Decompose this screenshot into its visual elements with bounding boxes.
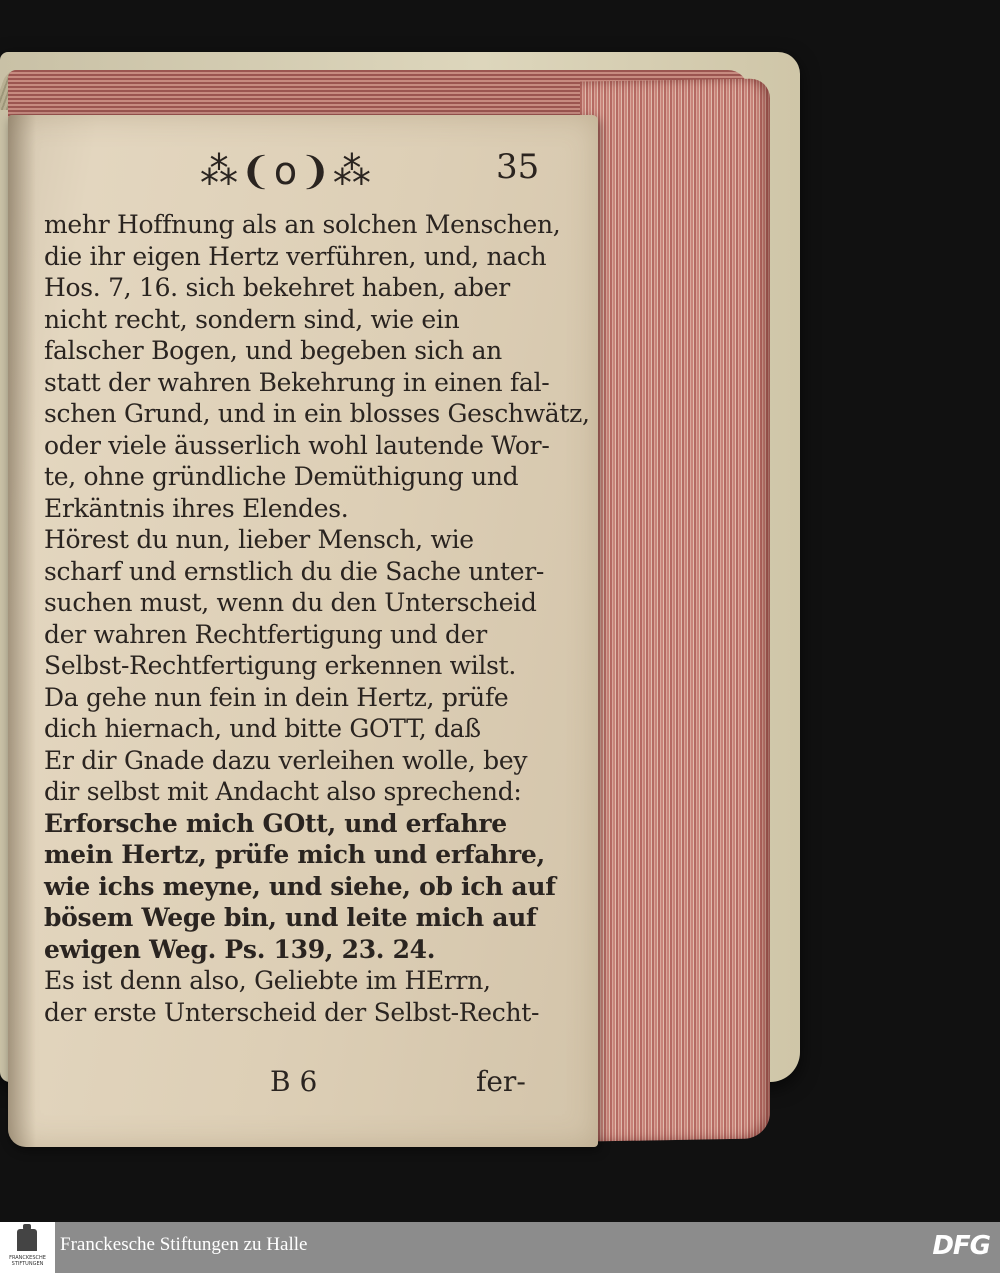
text-line: suchen must, wenn du den Unterscheid xyxy=(44,588,537,617)
page-text xyxy=(44,209,590,1028)
text-line: die ihr eigen Hertz verführen, und, nach xyxy=(44,241,547,271)
text-line: dich hiernach, und bitte GOTT, daß xyxy=(44,714,481,743)
signature-mark: B 6 xyxy=(270,1065,318,1098)
text-line: Es ist denn also, Geliebte im HErrn, xyxy=(44,966,491,995)
text-line: Erkäntnis ihres Elendes. xyxy=(44,493,349,523)
page-header xyxy=(8,145,598,195)
text-line: oder viele äusserlich wohl lautende Wor- xyxy=(44,430,550,460)
building-icon xyxy=(17,1229,37,1251)
page-number: 35 xyxy=(496,147,540,187)
text-line: statt der wahren Bekehrung in einen fal- xyxy=(44,367,550,397)
page-gutter xyxy=(8,115,36,1147)
text-line: mein Hertz, prüfe mich und erfahre, xyxy=(44,840,545,869)
text-line: Hörest du nun, lieber Mensch, wie xyxy=(44,525,474,554)
institution-banner xyxy=(0,1222,1000,1273)
institution-name: Franckesche Stiftungen zu Halle xyxy=(60,1234,308,1255)
dfg-logo[interactable]: DFG xyxy=(932,1231,990,1261)
header-ornament: ⁂❨o❩⁂ xyxy=(200,149,373,193)
text-line: Erforsche mich GOtt, und erfahre xyxy=(44,808,507,838)
text-line: wie ichs meyne, und siehe, ob ich auf xyxy=(44,871,556,901)
text-line: Da gehe nun fein in dein Hertz, prüfe xyxy=(44,682,509,712)
logo-text: FRANCKESCHE STIFTUNGEN xyxy=(9,1255,46,1267)
text-line: Er dir Gnade dazu verleihen wolle, bey xyxy=(44,745,528,775)
catchword: fer- xyxy=(476,1065,526,1098)
book-page xyxy=(8,115,598,1147)
page-footer xyxy=(8,1065,598,1105)
text-line: bösem Wege bin, und leite mich auf xyxy=(44,903,537,932)
text-line: nicht recht, sondern sind, wie ein xyxy=(44,304,460,334)
text-line: schen Grund, und in ein blosses Geschwätz, xyxy=(44,399,590,428)
institution-logo[interactable] xyxy=(0,1222,55,1273)
text-line: scharf und ernstlich du die Sache unter- xyxy=(44,556,545,586)
text-line: Selbst-Rechtfertigung erkennen wilst. xyxy=(44,651,517,680)
text-line: der erste Unterscheid der Selbst-Recht- xyxy=(44,997,540,1027)
text-line: der wahren Rechtfertigung und der xyxy=(44,619,487,649)
page-edges-side xyxy=(580,78,770,1141)
text-line: Hos. 7, 16. sich bekehret haben, aber xyxy=(44,273,510,302)
text-line: te, ohne gründliche Demüthigung und xyxy=(44,462,519,491)
text-line: dir selbst mit Andacht also sprechend: xyxy=(44,777,522,806)
text-line: falscher Bogen, und begeben sich an xyxy=(44,336,502,365)
text-line: mehr Hoffnung als an solchen Menschen, xyxy=(44,210,561,239)
text-line: ewigen Weg. Ps. 139, 23. 24. xyxy=(44,934,436,964)
